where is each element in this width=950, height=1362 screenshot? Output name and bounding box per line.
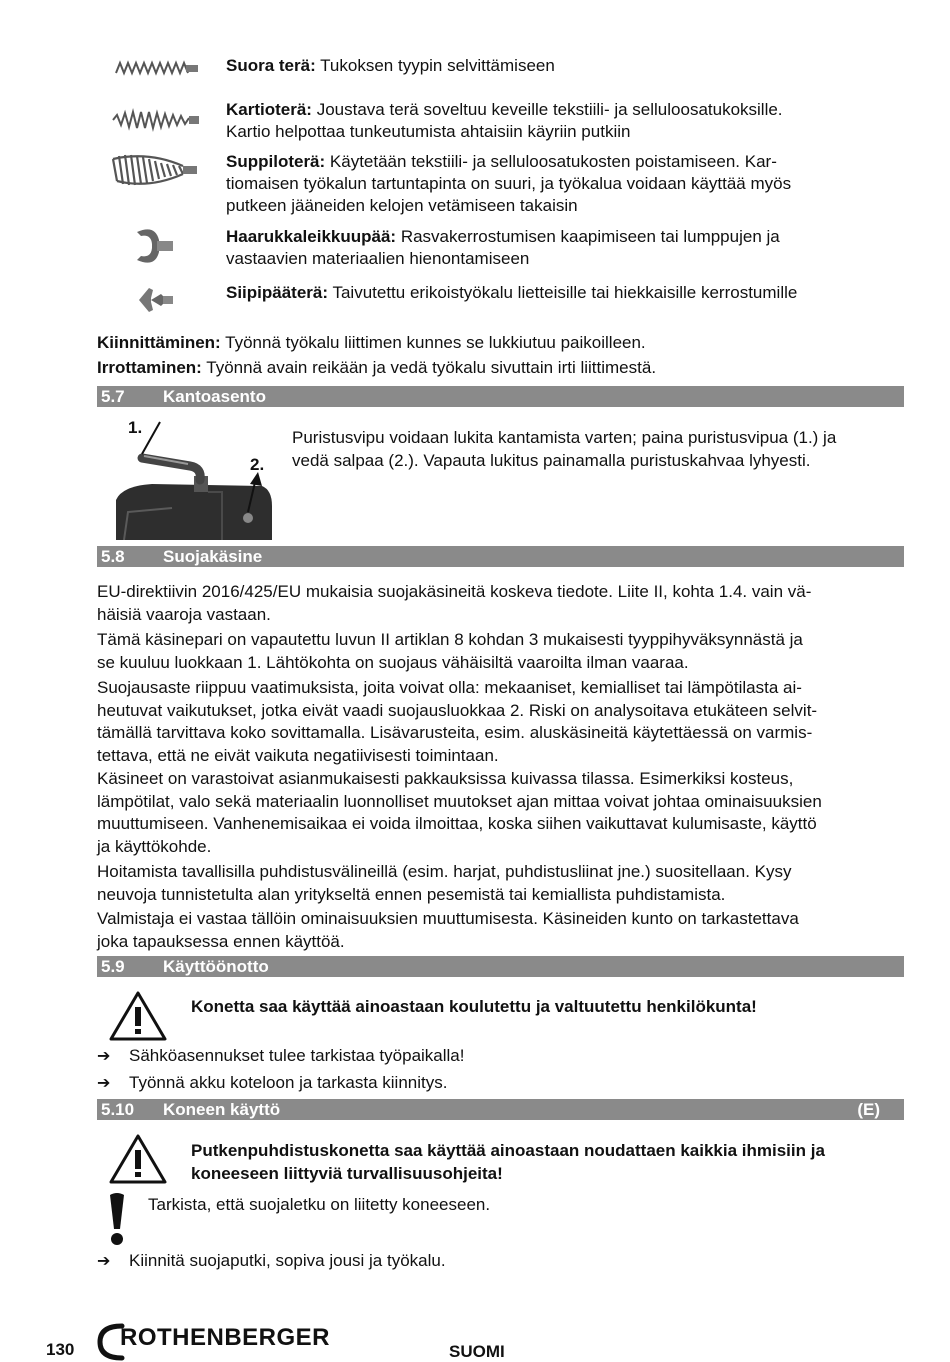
text-line: neuvoja tunnistetulta alan yritykseltä ennen pesemistä tai kemiallista puhdistamista. [97, 884, 726, 904]
callout-1: 1. [128, 418, 143, 437]
tool-desc: Rasvakerrostumisen kaapimiseen tai lumppujen ja [400, 227, 780, 246]
tool-desc: Taivutettu erikoistyökalu lietteisille tai hiekkaisille kerrostumille [332, 283, 798, 302]
tool-desc-cont: Kartio helpottaa tunkeutumista ahtaisiin käyriin putkiin [226, 122, 631, 141]
text-line: joka tapauksessa ennen käyttöä. [97, 931, 345, 951]
tool-name: Suora terä: [226, 56, 316, 75]
arrow-icon: ➔ [97, 1046, 111, 1065]
arrow-icon: ➔ [97, 1251, 111, 1270]
wing-cutter-icon [105, 282, 205, 318]
text-line: se kuuluu luokkaan 1. Lähtökohta on suojaus vähäisiltä vaaroilta ilman vaaraa. [97, 652, 689, 672]
text-line: Käsineet on varastoivat asianmukaisesti pakkauksissa kuivassa tilassa. Esimerkiksi kosteus, [97, 769, 794, 788]
exclamation-icon [107, 1191, 127, 1247]
section-title: Käyttöönotto [163, 957, 269, 976]
tool-desc-cont: tiomaisen työkalun tartuntapinta on suuri, ja työkalua voidaan käyttää myös [226, 174, 792, 193]
carry-line: vedä salpaa (2.). Vapauta lukitus painamalla puristuskahvaa lyhyesti. [292, 450, 811, 470]
attach-instruction [97, 332, 905, 355]
text-line: heutuvat vaikutukset, jotka eivät vaadi suojausluokkaa 2. Riski on analysoitava etukäteen selvit- [97, 700, 818, 720]
tool-desc: Tukoksen tyypin selvittämiseen [320, 56, 555, 75]
text-line: Tämä käsinepari on vapautettu luvun II artiklan 8 kohdan 3 mukaisesti tyyppihyväksynnästä ja [97, 630, 803, 649]
text-line: tämällä tarvittava koko sovittamalla. Lisävarusteita, esim. aluskäsineitä käytettäessä on varmis- [97, 723, 813, 742]
warning-text [191, 1139, 901, 1185]
text-line: muuttumiseen. Vanhenemisaikaa ei voida ilmoittaa, koska siihen vaikuttavat kulumisaste, käyttö [97, 814, 817, 833]
warning-text: Konetta saa käyttää ainoastaan koulutettu ja valtuutettu henkilökunta! [191, 997, 757, 1016]
gloves-paragraph [97, 677, 905, 767]
arrow-icon: ➔ [97, 1073, 111, 1092]
text-line: lämpötilat, valo sekä materiaalin luonnolliset muutokset ajan mittaa voivat johtaa ominaisuuksien [97, 791, 822, 811]
list-item [97, 1072, 447, 1094]
section-title: Kantoasento [163, 387, 266, 406]
straight-blade-icon [105, 57, 205, 79]
tool-straight-blade [226, 55, 876, 77]
tool-desc-cont: putkeen jääneiden kelojen vetämiseen takaisin [226, 196, 578, 215]
gloves-paragraph [97, 629, 905, 674]
language-label: SUOMI [449, 1342, 505, 1361]
funnel-blade-icon [105, 150, 205, 190]
section-title: Suojakäsine [163, 547, 263, 566]
section-heading-5-9 [97, 956, 904, 977]
gloves-paragraph [97, 908, 905, 953]
fork-cutter-icon [105, 226, 205, 266]
cone-blade-icon [105, 107, 205, 133]
warning-triangle-icon [108, 990, 168, 1042]
gloves-paragraph [97, 861, 905, 906]
list-item [97, 1045, 464, 1067]
section-number: 5.10 [101, 1100, 135, 1119]
tool-name: Kartioterä: [226, 100, 312, 119]
attach-label: Kiinnittäminen: [97, 333, 221, 352]
warning-line: koneeseen liittyviä turvallisuusohjeita! [191, 1164, 503, 1183]
tool-fork-cutter [226, 226, 876, 270]
gloves-paragraph [97, 768, 905, 858]
step-text: Sähköasennukset tulee tarkistaa työpaikalla! [129, 1046, 465, 1065]
tool-desc: Käytetään tekstiili- ja selluloosatukosten poistamiseen. Kar- [329, 152, 777, 171]
tool-desc-cont: vastaavien materiaalien hienontamiseen [226, 249, 530, 268]
tool-cone-blade [226, 99, 876, 143]
tool-funnel-blade [226, 151, 876, 217]
gloves-paragraph [97, 581, 905, 626]
detach-instruction [97, 357, 905, 380]
section-title: Koneen käyttö [163, 1100, 281, 1119]
warning-line: Putkenpuhdistuskonetta saa käyttää ainoastaan noudattaen kaikkia ihmisiin ja [191, 1141, 825, 1160]
text-line: häisiä vaaroja vastaan. [97, 604, 271, 624]
section-heading-5-10 [97, 1099, 904, 1120]
section-heading-5-8 [97, 546, 904, 567]
text-line: EU-direktiivin 2016/425/EU mukaisia suojakäsineitä koskeva tiedote. Liite II, kohta 1.4. vain vä- [97, 582, 812, 601]
page-number: 130 [46, 1340, 75, 1359]
text-line: Valmistaja ei vastaa tällöin ominaisuuksien muuttumisesta. Käsineiden kunto on tarkastettava [97, 909, 799, 928]
section-number: 5.9 [101, 957, 125, 976]
tool-name: Siipipääterä: [226, 283, 329, 302]
callout-2: 2. [250, 455, 265, 474]
text-line: Suojausaste riippuu vaatimuksista, joita voivat olla: mekaaniset, kemialliset tai lämpötilasta ai- [97, 678, 802, 697]
text-line: Hoitamista tavallisilla puhdistusvälineillä (esim. harjat, puhdistusliinat jne.) suositellaan. Kysy [97, 862, 792, 881]
note-text: Tarkista, että suojaletku on liitetty koneeseen. [148, 1195, 491, 1214]
warning-triangle-icon [108, 1133, 168, 1185]
section-reference: (E) [857, 1100, 880, 1119]
section-number: 5.7 [101, 387, 125, 406]
brand-wordmark: ROTHENBERGER [120, 1324, 331, 1351]
tool-name: Suppiloterä: [226, 152, 326, 171]
tool-desc: Joustava terä soveltuu keveille tekstiili- ja selluloosatukoksille. [316, 100, 783, 119]
detach-text: Työnnä avain reikään ja vedä työkalu sivuttain irti liittimestä. [201, 358, 657, 377]
section-heading-5-7 [97, 386, 904, 407]
attach-text: Työnnä työkalu liittimen kunnes se lukkiutuu paikoilleen. [220, 333, 646, 352]
detach-label: Irrottaminen: [97, 358, 202, 377]
rothenberger-logo [96, 1322, 346, 1362]
tool-wing-cutter [226, 282, 876, 304]
tool-name: Haarukkaleikkuupää: [226, 227, 397, 246]
section-number: 5.8 [101, 547, 125, 566]
text-line: ja käyttökohde. [97, 836, 212, 856]
carry-line: Puristusvipu voidaan lukita kantamista varten; paina puristusvipua (1.) ja [292, 428, 837, 447]
text-line: tettava, että ne eivät vaikuta negatiivisesti toimintaan. [97, 745, 499, 765]
step-text: Työnnä akku koteloon ja tarkasta kiinnitys. [129, 1073, 448, 1092]
carry-description [292, 427, 904, 472]
carry-position-illustration [112, 416, 274, 540]
list-item [97, 1250, 446, 1272]
step-text: Kiinnitä suojaputki, sopiva jousi ja työkalu. [129, 1251, 446, 1270]
